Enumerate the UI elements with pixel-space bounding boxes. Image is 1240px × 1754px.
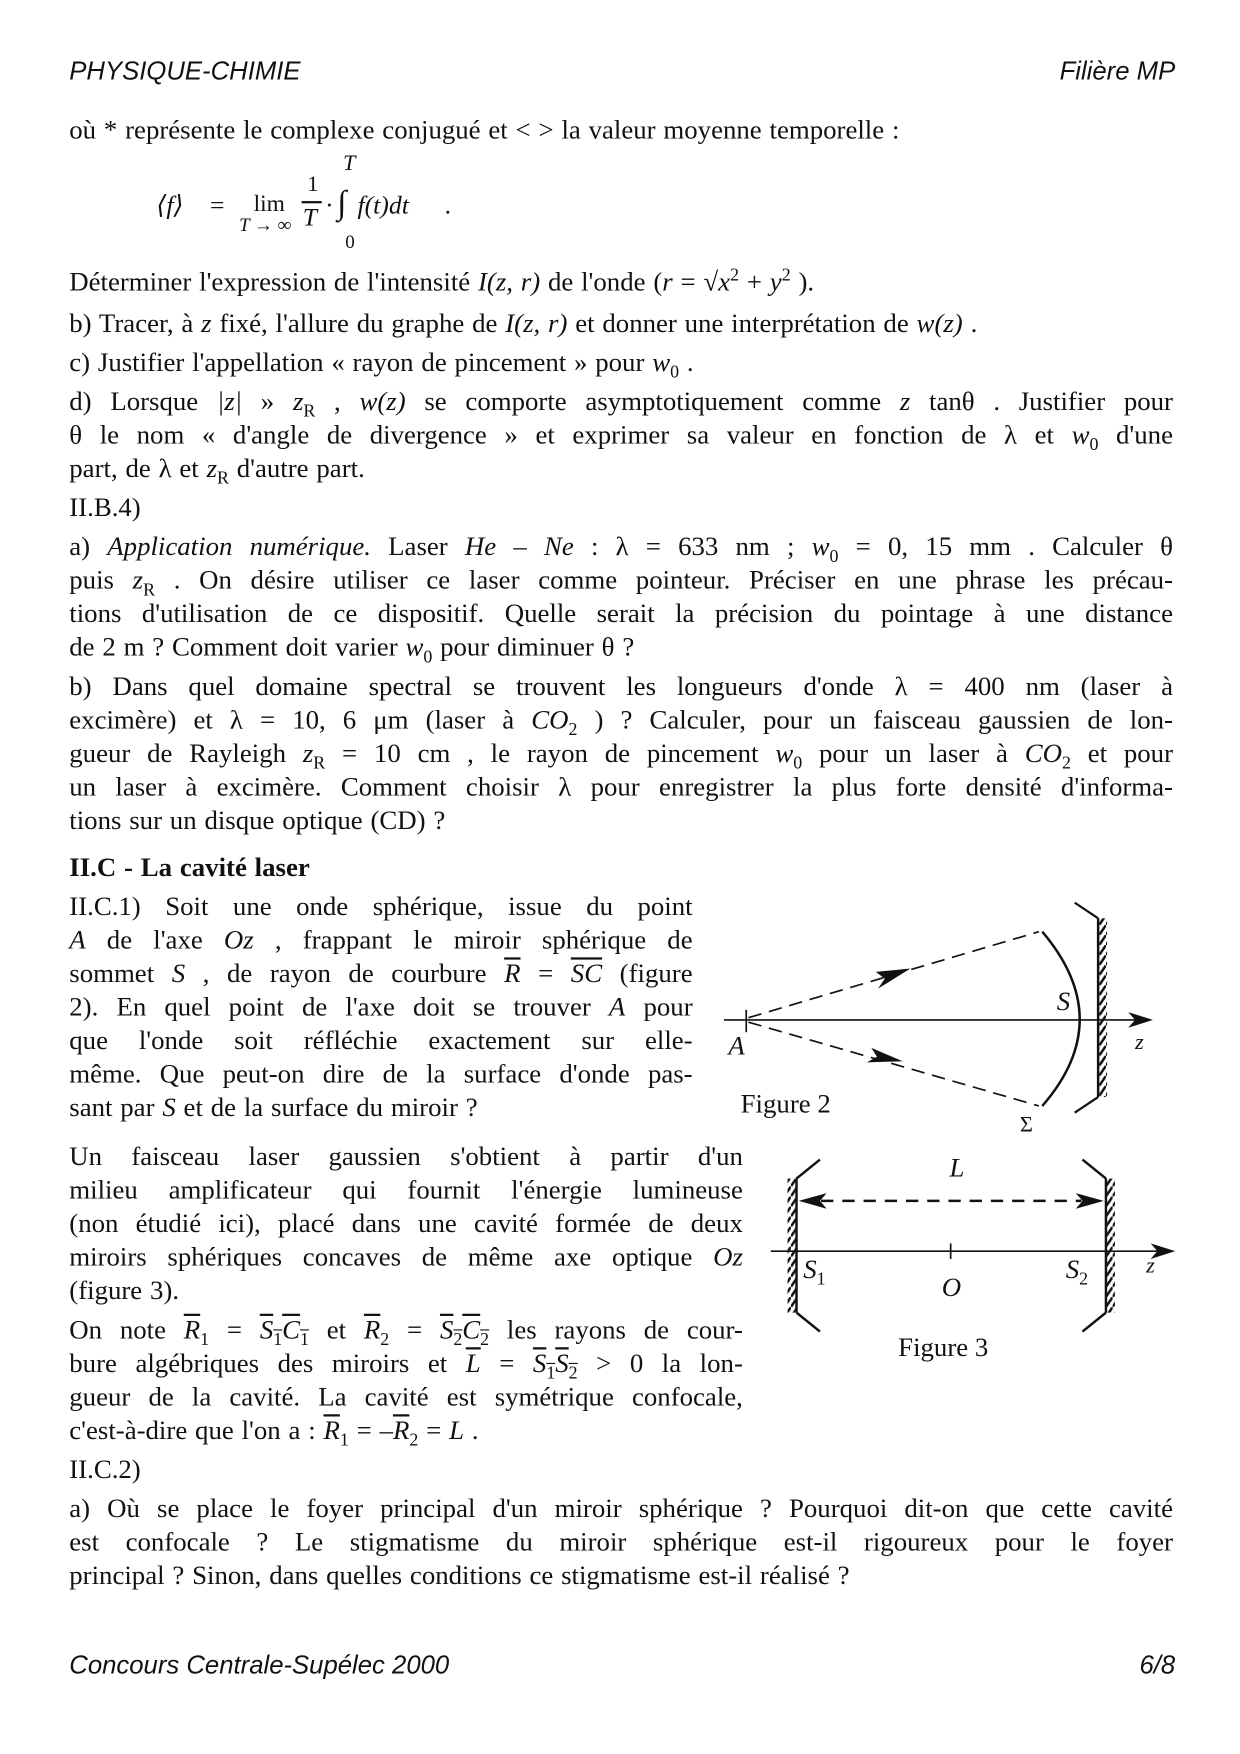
text-segment: = √: [672, 268, 719, 298]
text-segment: a): [69, 532, 108, 562]
text-segment: R: [313, 754, 326, 774]
text-segment: ) ? Calculer, pour un faisceau gaussien de lon-: [577, 706, 1173, 736]
formula-lhs: ⟨f⟩: [156, 191, 184, 219]
text-segment: de l'axe: [85, 926, 224, 956]
left-mirror-hatching: [788, 1179, 797, 1313]
fig2-label-sigma: Σ: [1019, 1112, 1033, 1138]
text-segment: $\overline{R}$: [392, 1416, 410, 1446]
text-segment: que l'onde soit réfléchie exactement sur elle-: [69, 1026, 693, 1056]
text-segment: w(z): [359, 387, 406, 417]
text-segment: c'est-à-dire que l'on a :: [69, 1416, 324, 1446]
fig3-label-s1: [803, 1255, 826, 1290]
wave-surface-sigma: [1042, 932, 1079, 1106]
text-segment: w: [811, 532, 830, 562]
mirror-edge-bottom: [1075, 1097, 1098, 1113]
text-segment: $\overline{SC}$: [570, 959, 603, 989]
text-segment: $\overline{S}$: [439, 1315, 454, 1346]
formula-lower: 0: [345, 231, 355, 253]
text-segment: w: [1071, 421, 1090, 451]
text-segment: w: [652, 348, 671, 378]
text-segment: $\overline{C}$: [282, 1315, 301, 1346]
text-segment: =: [520, 959, 571, 989]
text-segment: A: [608, 993, 626, 1023]
text-segment: z: [201, 309, 212, 339]
text-segment: z: [206, 454, 218, 484]
text-segment: 1: [546, 1364, 556, 1383]
figure-2-caption: Figure 2: [740, 1090, 831, 1120]
text-segment: Un faisceau laser gaussien s'obtient à partir d'un: [69, 1142, 743, 1172]
text-segment: 2: [409, 1431, 419, 1451]
text-segment: $\overline{R}$: [363, 1315, 381, 1346]
text-segment: Oz: [223, 926, 254, 956]
text-segment: CO: [1024, 739, 1062, 769]
text-segment: II.C.1) Soit une onde sphérique, issue du point: [69, 892, 693, 922]
text-segment: 0: [423, 647, 433, 667]
text-segment: I(z, r): [477, 268, 541, 298]
header-track: Filière MP: [1059, 55, 1176, 85]
text-segment: se comporte asymptotiquement comme: [405, 387, 900, 417]
text-segment: =: [389, 1315, 440, 1346]
text-segment: r: [662, 268, 673, 298]
text-segment: II.B.4): [69, 493, 141, 523]
text-segment: $\overline{R}$: [504, 959, 521, 989]
mirror-hatching: [1098, 918, 1107, 1097]
text-segment: = 0, 15 mm . Calculer θ: [838, 532, 1173, 562]
text-segment: un laser à excimère. Comment choisir λ pour enregistrer la plus forte densité d'informa-: [69, 773, 1173, 803]
text-segment: y: [769, 268, 782, 298]
text-segment: : λ = 633 nm ;: [573, 532, 812, 562]
footer-contest: Concours Centrale-Supélec 2000: [69, 1649, 450, 1680]
text-segment: 1: [300, 1330, 309, 1350]
text-segment: miroirs sphériques concaves de même axe optique: [69, 1243, 714, 1273]
text-segment: 2: [480, 1330, 490, 1350]
text-segment: R: [217, 469, 229, 489]
text-segment: où * représente le complexe conjugué et < > la valeur moyenne temporelle :: [69, 116, 900, 146]
header-subject: PHYSIQUE-CHIMIE: [69, 55, 301, 85]
text-segment: de 2 m ? Comment doit varier: [69, 633, 406, 663]
text-segment: .: [464, 1416, 479, 1446]
text-segment: $\overline{S}$: [532, 1349, 547, 1379]
text-segment: =: [480, 1349, 533, 1379]
text-segment: R: [143, 580, 156, 600]
text-segment: 2: [781, 265, 791, 285]
text-segment: $\overline{S}$: [555, 1349, 569, 1379]
text-segment: =: [209, 1315, 260, 1346]
text-segment: sommet: [69, 959, 172, 989]
text-segment: 2). En quel point de l'axe doit se trouver: [69, 993, 609, 1023]
fig3-label-z: z: [1146, 1253, 1155, 1278]
text-segment: I(z, r): [505, 309, 568, 339]
formula-den: T: [302, 203, 318, 232]
text-segment: gueur de la cavité. La cavité est symétrique confocale,: [69, 1382, 743, 1413]
fig3-label-s2: [1065, 1255, 1089, 1290]
text-segment: +: [739, 268, 770, 298]
text-segment: z: [302, 739, 314, 769]
text-segment: 2: [730, 265, 740, 285]
fig2-label-z: z: [1134, 1029, 1144, 1055]
text-segment: .: [962, 309, 978, 339]
text-segment: z: [132, 566, 144, 596]
text-segment: CO: [531, 706, 569, 736]
text-segment: Application numérique.: [107, 532, 371, 562]
text-segment: |z|: [216, 387, 243, 417]
text-segment: pour diminuer θ ?: [432, 633, 635, 663]
fig2-label-a: A: [728, 1032, 745, 1062]
text-segment: $\overline{R}$: [323, 1416, 340, 1446]
text-segment: gueur de Rayleigh: [69, 739, 303, 769]
text-segment: 2: [568, 1364, 578, 1383]
text-segment: θ le nom « d'angle de divergence » et exprimer sa valeur en fonction de λ et: [69, 421, 1072, 451]
formula-lim: lim: [253, 189, 285, 217]
text-segment: d'une: [1098, 421, 1173, 451]
text-segment: > 0 la lon-: [577, 1349, 743, 1379]
s2-index: 2: [1079, 1270, 1089, 1290]
text-segment: (non étudié ici), placé dans une cavité formée de deux: [69, 1209, 743, 1239]
text-segment: 0: [829, 547, 839, 567]
s2-letter: S: [1065, 1255, 1080, 1285]
integral-sign: ∫: [337, 184, 347, 222]
text-segment: (figure 3).: [69, 1276, 180, 1306]
text-segment: 0: [670, 363, 680, 383]
s1-letter: S: [803, 1255, 817, 1285]
text-segment: . On désire utiliser ce laser comme pointeur. Préciser en une phrase les précau-: [155, 566, 1173, 596]
text-segment: pour: [625, 993, 693, 1023]
text-segment: S: [171, 959, 186, 989]
fig2-label-s: S: [1056, 987, 1071, 1017]
text-segment: bure algébriques des miroirs et: [69, 1349, 466, 1379]
text-segment: $\overline{R}$: [183, 1315, 201, 1346]
text-segment: Oz: [713, 1243, 743, 1273]
left-mirror-bottom: [797, 1313, 820, 1332]
text-segment: Déterminer l'expression de l'intensité: [69, 268, 478, 298]
text-segment: He – Ne: [464, 532, 574, 562]
fig3-label-o: O: [941, 1273, 962, 1303]
text-segment: les rayons de cour-: [489, 1315, 743, 1346]
text-segment: c) Justifier l'appellation « rayon de pincement » pour: [69, 348, 653, 378]
text-segment: principal ? Sinon, dans quelles conditions ce stigmatisme est-il réalisé ?: [69, 1561, 850, 1591]
text-segment: w: [775, 739, 794, 769]
text-segment: fixé, l'allure du graphe de: [211, 309, 506, 339]
text-segment: w: [405, 633, 424, 663]
figure-3-caption: Figure 3: [898, 1333, 989, 1363]
text-segment: d) Lorsque: [69, 387, 217, 417]
text-segment: x: [718, 268, 731, 298]
text-segment: part, de λ et: [69, 454, 207, 484]
formula-upper: T: [342, 150, 356, 176]
text-segment: (figure: [602, 959, 693, 989]
text-segment: 1: [200, 1330, 210, 1350]
text-segment: , de rayon de courbure: [185, 959, 505, 989]
text-segment: ).: [790, 268, 815, 298]
text-segment: 1: [273, 1330, 283, 1350]
figure-3: [771, 1160, 1175, 1332]
left-mirror-top: [797, 1160, 820, 1179]
right-mirror-top: [1082, 1160, 1105, 1179]
text-segment: excimère) et λ = 10, 6 μm (laser à: [69, 706, 532, 736]
formula-dot: ·: [325, 191, 334, 219]
text-segment: et pour: [1070, 739, 1174, 769]
text-segment: z: [899, 387, 911, 417]
text-segment: R: [303, 402, 316, 422]
text-segment: tions sur un disque optique (CD) ?: [69, 806, 446, 836]
fig3-label-l: L: [949, 1153, 965, 1184]
text-segment: =: [418, 1416, 450, 1446]
text-segment: L: [449, 1416, 465, 1446]
text-segment: 2: [1061, 754, 1071, 774]
text-segment: II.C.2): [69, 1455, 141, 1485]
text-segment: $\overline{S}$: [259, 1315, 274, 1346]
text-segment: 1: [339, 1431, 349, 1451]
text-segment: même. Que peut-on dire de la surface d'onde pas-: [69, 1060, 693, 1090]
text-segment: = 10 cm , le rayon de pincement: [325, 739, 776, 769]
text-segment: b) Dans quel domaine spectral se trouvent les longueurs d'onde λ = 400 nm (laser à: [69, 672, 1173, 702]
text-segment: pour un laser à: [802, 739, 1025, 769]
text-segment: 2: [380, 1330, 390, 1350]
text-segment: sant par: [69, 1093, 163, 1123]
text-segment: a) Où se place le foyer principal d'un miroir sphérique ? Pourquoi dit-on que cette cavité: [69, 1494, 1173, 1524]
text-segment: 2: [568, 720, 578, 740]
s1-index: 1: [816, 1270, 826, 1290]
text-segment: II.C - La cavité laser: [69, 853, 310, 883]
right-mirror-hatching: [1106, 1179, 1115, 1313]
right-mirror-bottom: [1082, 1313, 1105, 1332]
formula-end: .: [444, 191, 452, 219]
formula-num: 1: [307, 172, 319, 197]
text-segment: w(z): [916, 309, 963, 339]
text-segment: = –: [348, 1416, 393, 1446]
text-segment: puis: [69, 566, 133, 596]
text-segment: »: [242, 387, 293, 417]
text-segment: b) Tracer, à: [69, 309, 202, 339]
text-segment: d'autre part.: [228, 454, 365, 484]
text-segment: 2: [453, 1330, 463, 1350]
formula-eq: =: [210, 191, 225, 219]
text-segment: $\overline{L}$: [465, 1349, 481, 1379]
text-segment: et de la surface du miroir ?: [175, 1093, 478, 1123]
text-segment: .: [679, 348, 694, 378]
ray-arrow-down: [867, 1048, 903, 1063]
text-segment: de l'onde (: [540, 268, 663, 298]
text-segment: 0: [793, 754, 803, 774]
text-segment: 0: [1089, 435, 1099, 455]
text-segment: est confocale ? Le stigmatisme du miroir sphérique est-il rigoureux pour le foyer: [69, 1528, 1173, 1558]
figure-2: [724, 903, 1153, 1113]
text-segment: Laser: [370, 532, 465, 562]
text-segment: A: [69, 926, 86, 956]
text-segment: z: [292, 387, 304, 417]
text-segment: tanθ . Justifier pour: [910, 387, 1173, 417]
mirror-edge-top: [1075, 903, 1098, 919]
formula-integrand: f(t)dt: [357, 191, 409, 219]
text-segment: et donner une interprétation de: [567, 309, 917, 339]
text-segment: S: [162, 1093, 176, 1123]
text-segment: tions d'utilisation de ce dispositif. Quelle serait la précision du pointage à une distance: [69, 599, 1173, 629]
footer-page-number: 6/8: [1139, 1649, 1176, 1680]
text-segment: ,: [315, 387, 360, 417]
text-segment: milieu amplificateur qui fournit l'énergie lumineuse: [69, 1176, 743, 1206]
text-segment: On note: [69, 1315, 184, 1346]
text-segment: et: [308, 1315, 364, 1346]
text-segment: , frappant le miroir sphérique de: [253, 926, 693, 956]
formula-lim-sub: T → ∞: [239, 214, 292, 236]
text-segment: $\overline{C}$: [462, 1315, 481, 1346]
